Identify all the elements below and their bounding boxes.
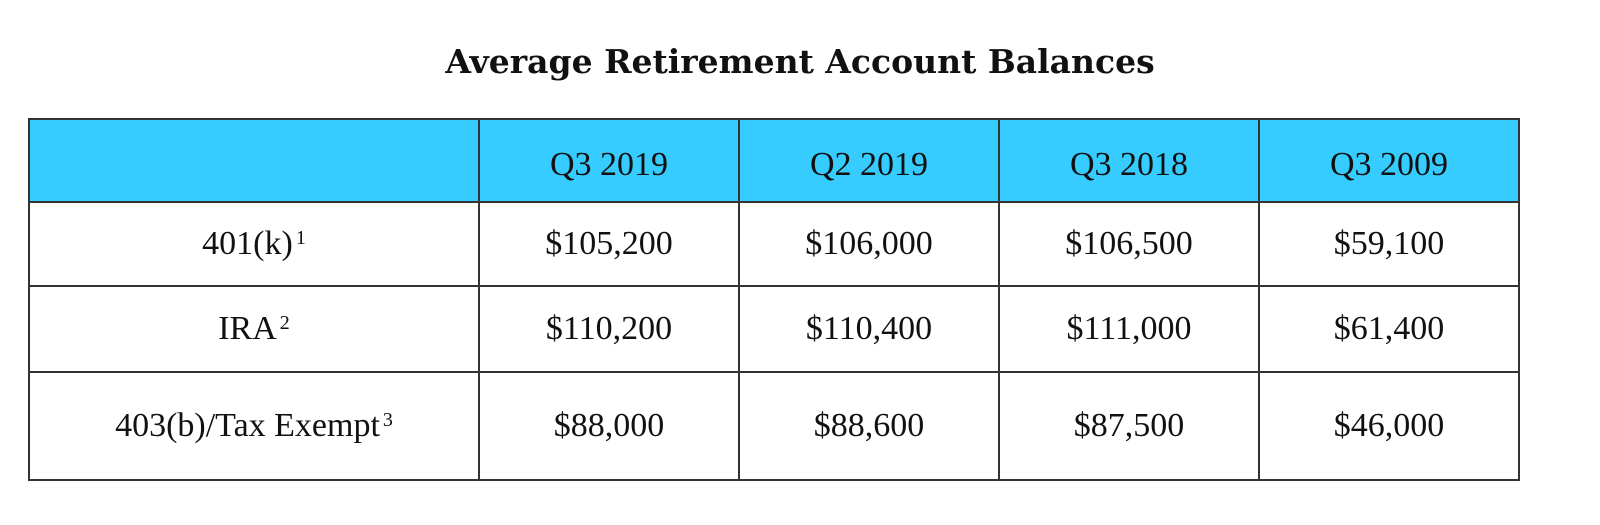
table-row bbox=[29, 202, 1519, 286]
value-cell: $87,500 bbox=[999, 372, 1259, 480]
value-cell: $88,000 bbox=[479, 372, 739, 480]
retirement-balances-table bbox=[28, 118, 1520, 481]
table-row bbox=[29, 372, 1519, 480]
table-title: Average Retirement Account Balances bbox=[445, 42, 1155, 81]
row-label-cell bbox=[29, 286, 479, 372]
value-cell: $106,500 bbox=[999, 202, 1259, 286]
value-cell: $111,000 bbox=[999, 286, 1259, 372]
header-cell: Q2 2019 bbox=[739, 119, 999, 202]
value-cell: $110,400 bbox=[739, 286, 999, 372]
value-cell: $88,600 bbox=[739, 372, 999, 480]
value-cell: $61,400 bbox=[1259, 286, 1519, 372]
row-label: 403(b)/Tax Exempt bbox=[115, 407, 380, 444]
footnote-marker: 1 bbox=[295, 227, 306, 249]
footnote-marker: 2 bbox=[279, 312, 290, 334]
table-row bbox=[29, 286, 1519, 372]
header-row bbox=[29, 119, 1519, 202]
header-cell: Q3 2009 bbox=[1259, 119, 1519, 202]
footnote-marker: 3 bbox=[382, 409, 393, 431]
header-cell-empty bbox=[29, 119, 479, 202]
value-cell: $46,000 bbox=[1259, 372, 1519, 480]
value-cell: $110,200 bbox=[479, 286, 739, 372]
value-cell: $106,000 bbox=[739, 202, 999, 286]
value-cell: $59,100 bbox=[1259, 202, 1519, 286]
header-cell: Q3 2019 bbox=[479, 119, 739, 202]
value-cell: $105,200 bbox=[479, 202, 739, 286]
row-label: IRA bbox=[218, 310, 277, 347]
header-cell: Q3 2018 bbox=[999, 119, 1259, 202]
row-label: 401(k) bbox=[202, 225, 293, 262]
row-label-cell bbox=[29, 202, 479, 286]
row-label-cell bbox=[29, 372, 479, 480]
